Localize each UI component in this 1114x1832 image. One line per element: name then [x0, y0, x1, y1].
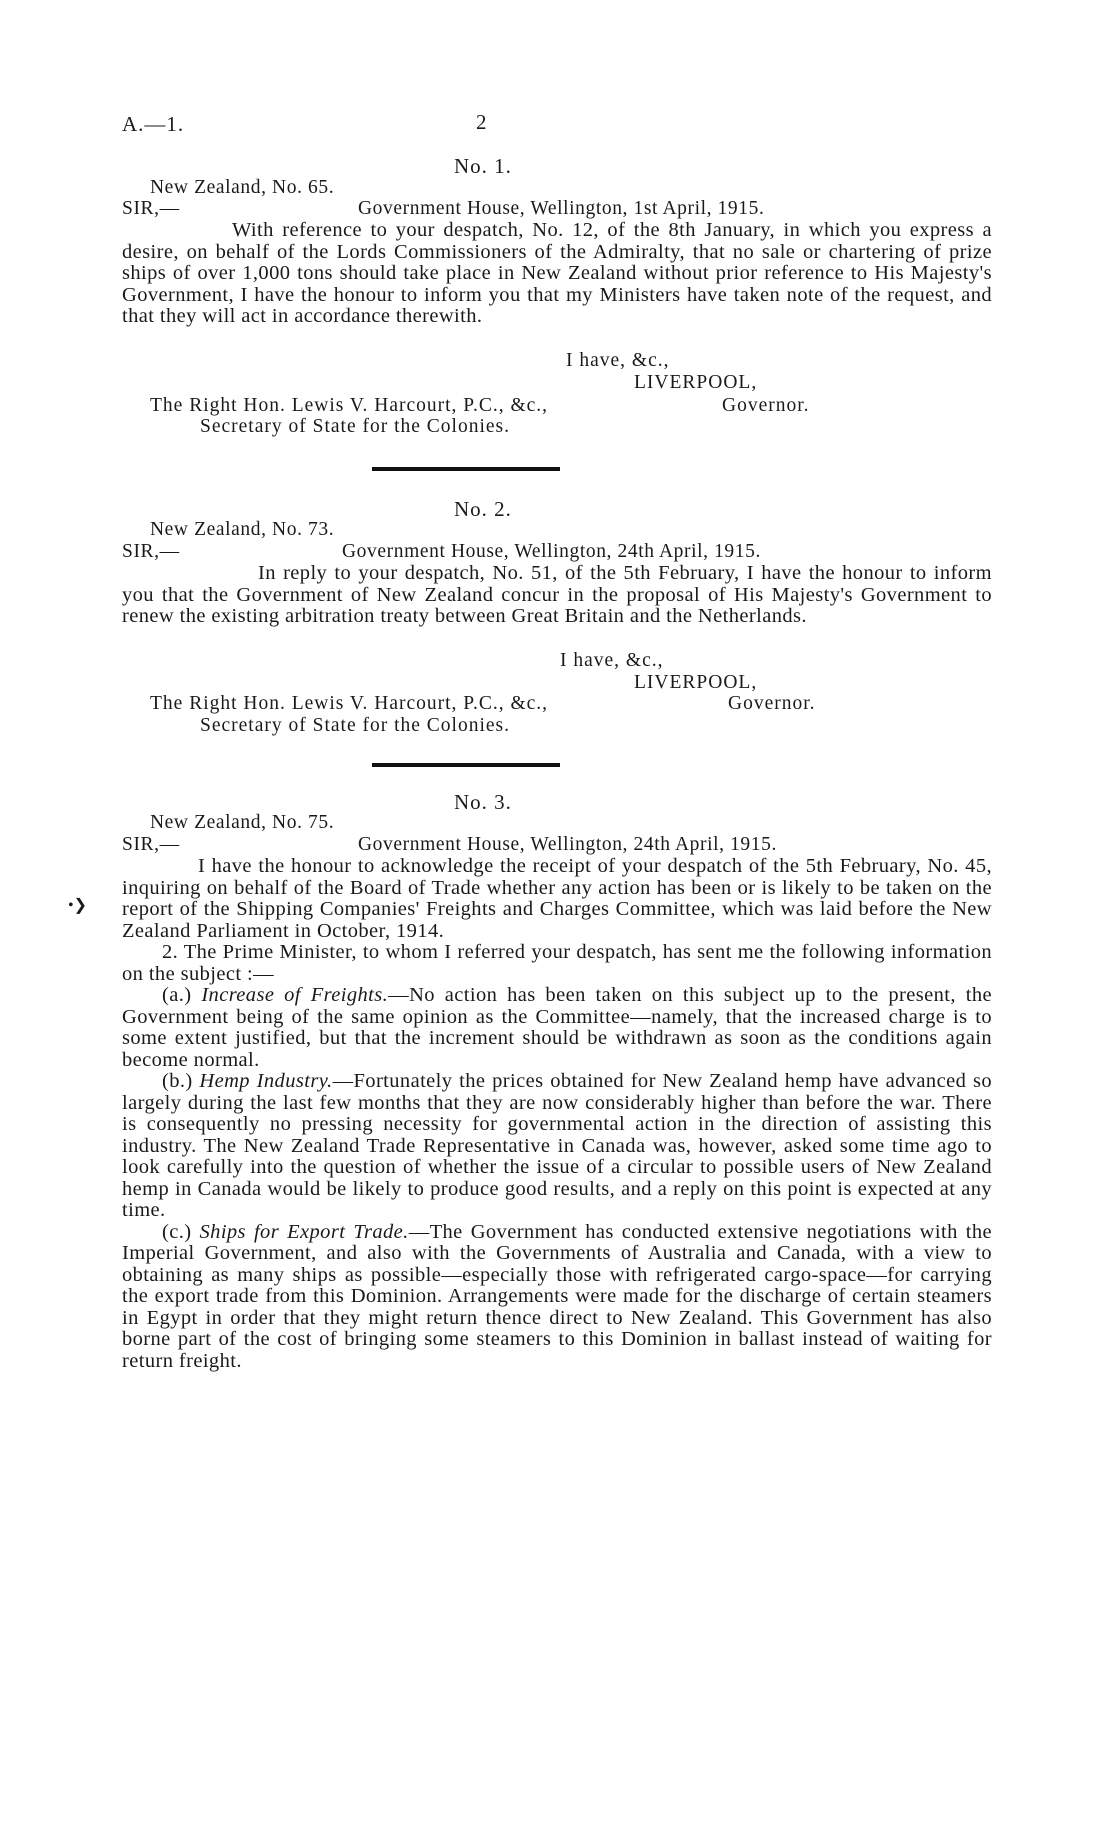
list-item: [122, 1222, 992, 1373]
letter-body: [122, 856, 992, 1372]
item-text: —No action has been taken on this subject up to the present, the Government being of the same opinion as the Committee—namely, that the increased charge is to some extent justified, but that the increment should be withdrawn as soon as the conditions again become normal.: [122, 984, 992, 1071]
letter-address-date: Government House, Wellington, 1st April, 1915.: [358, 198, 765, 219]
item-title: Hemp Industry.: [199, 1070, 333, 1092]
letter-body: [122, 563, 992, 628]
item-text: —The Government has conducted extensive negotiations with the Imperial Government, and also with the Governments of Australia and Canada, with a view to obtaining as many ships as possible—especially those with refrigerated cargo-space—for carrying the export trade from this Dominion. Arrangements were made for the discharge of certain steamers in Egypt in order that they might return thence direct to New Zealand. This Government has also borne part of the cost of bringing some steamers to this Dominion in ballast instead of waiting for return freight.: [122, 1220, 992, 1372]
letter-addressee-title: Secretary of State for the Colonies.: [200, 416, 510, 437]
letter-paragraph: With reference to your despatch, No. 12, of the 8th January, in which you express a desire, on behalf of the Lords Commissioners of the Admiralty, that no sale or chartering of prize ships of over 1,000 tons should take place in New Zealand without prior reference to His Majesty's Government, I have the honour to inform you that my Ministers have taken note of the request, and that they will act in accordance therewith.: [122, 219, 992, 327]
letter-number: No. 1.: [454, 154, 512, 178]
margin-mark: •❯: [68, 897, 88, 914]
item-title: Ships for Export Trade.: [199, 1220, 409, 1243]
letter-body: [122, 220, 992, 328]
item-text: —Fortunately the prices obtained for New Zealand hemp have advanced so largely during the last few months that they are now considerably higher than before the war. There is consequently no pressing necessity for governmental action in the direction of assisting this industry. The New Zealand Trade Representative in Canada was, however, asked some time ago to look carefully into the question of whether the issue of a circular to possible users of New Zealand hemp in Canada would be likely to produce good results, and a reply on this point is expected at any time.: [122, 1070, 992, 1221]
section-divider: [372, 467, 560, 471]
letter-signature: LIVERPOOL,: [634, 372, 758, 393]
letter-signature: LIVERPOOL,: [634, 672, 758, 693]
item-label: (c.): [162, 1220, 192, 1243]
page-number: 2: [476, 110, 488, 134]
item-title: Increase of Freights.: [201, 984, 389, 1006]
list-item: [122, 985, 992, 1071]
letter-number: No. 2.: [454, 497, 512, 521]
letter-signature-title: Governor.: [728, 693, 816, 714]
document-reference-header: A.—1.: [122, 112, 185, 136]
list-item: [122, 1071, 992, 1222]
letter-address-date: Government House, Wellington, 24th April, 1915.: [358, 834, 777, 855]
letter-addressee: The Right Hon. Lewis V. Harcourt, P.C., &c.,: [150, 693, 549, 714]
letter-paragraph: In reply to your despatch, No. 51, of the 5th February, I have the honour to inform you that the Government of New Zealand concur in the proposal of His Majesty's Government to renew the existing arbitration treaty between Great Britain and the Netherlands.: [122, 562, 992, 627]
letter-signature-title: Governor.: [722, 395, 810, 416]
letter-addressee-title: Secretary of State for the Colonies.: [200, 715, 510, 736]
letter-salutation: SIR,—: [122, 541, 180, 562]
letter-paragraph: 2. The Prime Minister, to whom I referred your despatch, has sent me the following information on the subject :—: [122, 941, 992, 985]
item-label: (b.): [162, 1070, 193, 1092]
letter-paragraph: I have the honour to acknowledge the receipt of your despatch of the 5th February, No. 45, inquiring on behalf of the Board of Trade whether any action has been or is likely to be taken on the report of the Shipping Companies' Freights and Charges Committee, which was laid before the New Zealand Parliament in October, 1914.: [122, 855, 992, 942]
letter-reference: New Zealand, No. 65.: [150, 177, 335, 198]
letter-addressee: The Right Hon. Lewis V. Harcourt, P.C., &c.,: [150, 395, 549, 416]
section-divider: [372, 763, 560, 767]
letter-salutation: SIR,—: [122, 198, 180, 219]
letter-reference: New Zealand, No. 75.: [150, 812, 335, 833]
letter-closing: I have, &c.,: [566, 350, 670, 371]
letter-number: No. 3.: [454, 790, 512, 814]
letter-closing: I have, &c.,: [560, 650, 664, 671]
letter-salutation: SIR,—: [122, 834, 180, 855]
letter-address-date: Government House, Wellington, 24th April, 1915.: [342, 541, 761, 562]
letter-reference: New Zealand, No. 73.: [150, 519, 335, 540]
item-label: (a.): [162, 984, 192, 1006]
